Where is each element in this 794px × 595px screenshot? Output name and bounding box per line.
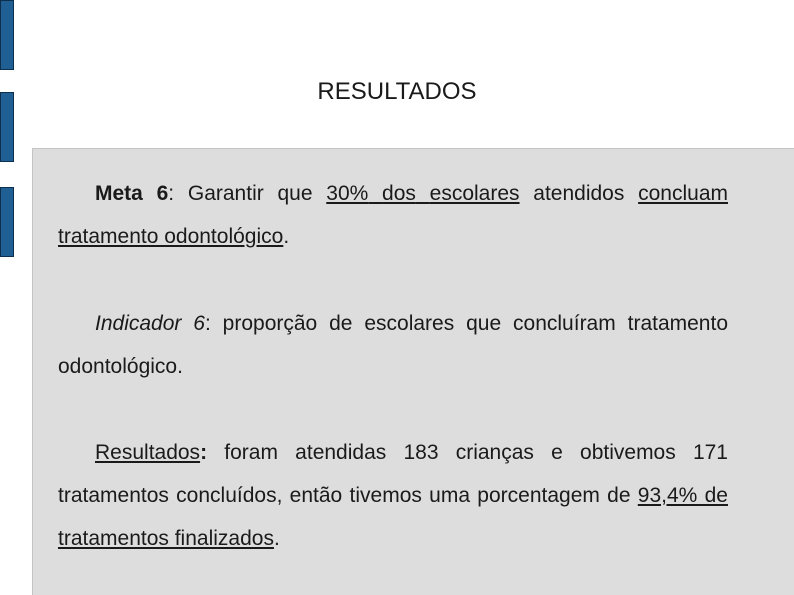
resultados-highlight: 93,4% de tratamentos finalizados: [58, 484, 728, 550]
meta-text-b: atendidos: [519, 182, 639, 205]
resultados-paragraph: Resultados: foram atendidas 183 crianças e obtivemos 171 tratamentos concluídos, então tivemos uma porcentagem de 93,4% de tratamentos finalizados.: [58, 441, 728, 550]
page-title: RESULTADOS: [317, 78, 477, 105]
meta-percent: 30%: [326, 182, 369, 205]
resultados-label: Resultados: [95, 441, 201, 464]
meta-concluam: concluam tratamento odontológico: [58, 182, 728, 248]
resultados-text: foram atendidas 183 crianças e obtivemos 171 tratamentos concluídos, então tivemos uma porcentagem de: [58, 441, 728, 507]
decorative-bar-bottom: [0, 187, 14, 257]
meta-number: 6: [156, 182, 169, 205]
meta-text-a: : Garantir que: [168, 182, 327, 205]
decorative-bar-top: [0, 0, 14, 70]
meta-label: Meta: [95, 182, 143, 205]
indicador-text: : proporção de escolares que concluíram tratamento odontológico.: [58, 312, 728, 378]
indicador-label: Indicador 6: [95, 312, 205, 335]
meta-paragraph: Meta 6: Garantir que 30% dos escolares atendidos concluam tratamento odontológico.: [58, 182, 728, 248]
meta-dos: dos: [382, 182, 416, 205]
meta-escolares: escolares: [429, 182, 520, 205]
indicador-paragraph: [58, 302, 728, 388]
